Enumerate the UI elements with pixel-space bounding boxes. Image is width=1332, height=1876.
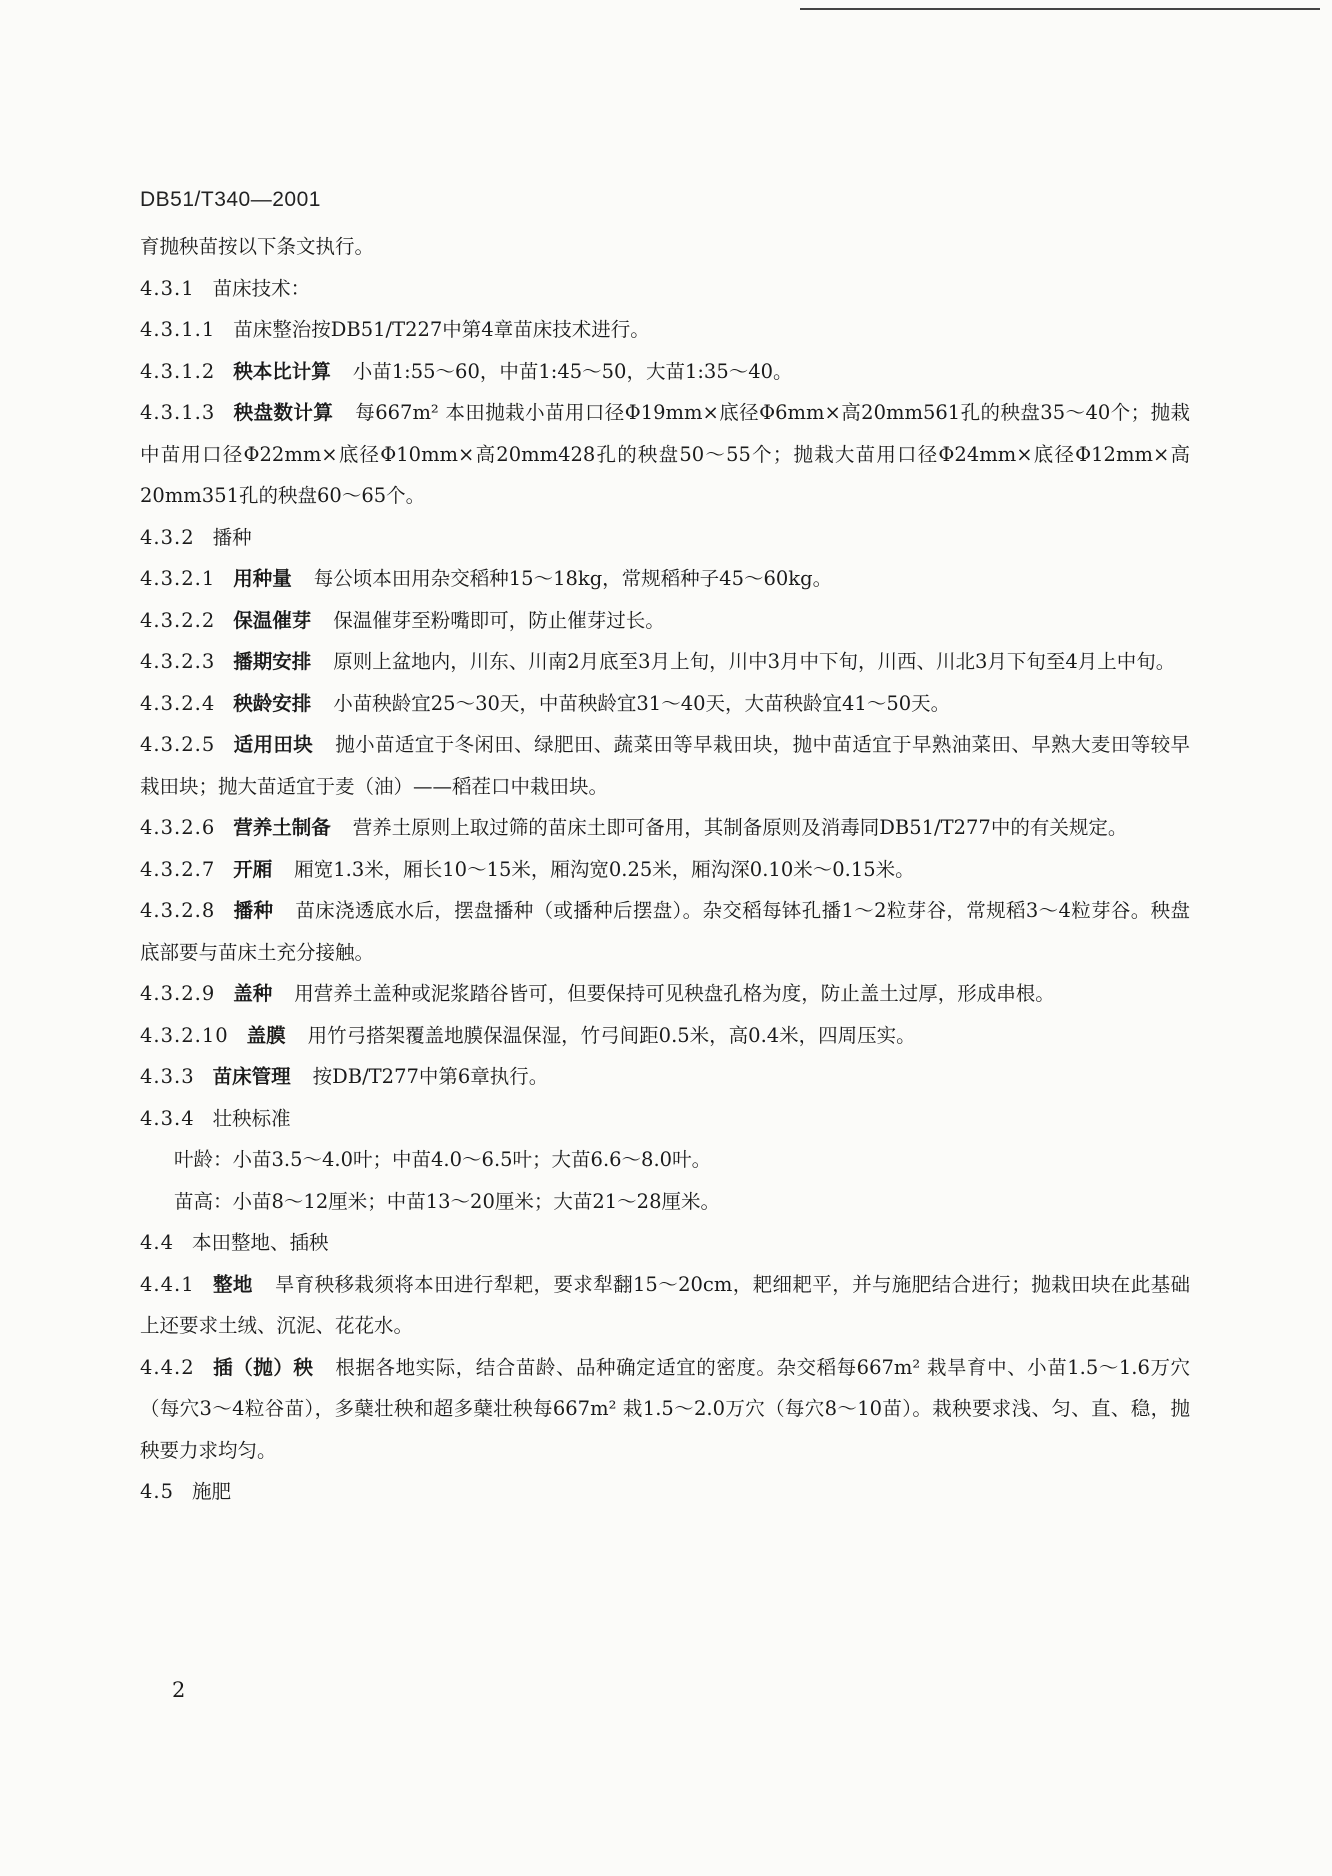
clause-text: 小苗秧龄宜25～30天，中苗秧龄宜31～40天，大苗秧龄宜41～50天。 — [333, 691, 951, 715]
clause-title: 开厢 — [233, 857, 273, 881]
clause-paragraph — [140, 517, 1190, 559]
clause-paragraph — [140, 268, 1190, 310]
clause-text: 抛小苗适宜于冬闲田、绿肥田、蔬菜田等早栽田块，抛中苗适宜于早熟油菜田、早熟大麦田等较早栽田块；抛大苗适宜于麦（油）——稻茬口中栽田块。 — [140, 733, 1190, 798]
clause-number: 4.3.2.2 — [140, 608, 216, 632]
clause-number: 4.3.1 — [140, 276, 195, 300]
clause-paragraph — [140, 1015, 1190, 1057]
clause-number: 4.3.3 — [140, 1065, 195, 1088]
page-number: 2 — [172, 1678, 186, 1702]
clause-text: 本田整地、插秧 — [192, 1231, 329, 1254]
clause-text: 叶龄：小苗3.5～4.0叶；中苗4.0～6.5叶；大苗6.6～8.0叶。 — [174, 1148, 712, 1171]
clause-number: 4.3.2.7 — [140, 857, 216, 881]
clause-text: 苗床整治按DB51/T227中第4章苗床技术进行。 — [233, 318, 650, 341]
clause-text: 每667m² 本田抛栽小苗用口径Φ19mm×底径Φ6mm×高20mm561孔的秧盘35～40个；抛栽中苗用口径Φ22mm×底径Φ10mm×高20mm428孔的秧盘50～55个；抛栽大苗用口径Φ24mm×底径Φ12mm×高20mm351孔的秧盘60～65个。 — [140, 401, 1190, 507]
clause-number: 4.3.2.6 — [140, 816, 216, 839]
clause-paragraph — [140, 600, 1190, 642]
clause-paragraph — [140, 641, 1190, 683]
clause-number: 4.3.1.3 — [140, 401, 216, 424]
clause-text: 小苗1:55～60，中苗1:45～50，大苗1:35～40。 — [352, 359, 793, 383]
clause-title: 整地 — [212, 1272, 253, 1296]
clause-number: 4.4.1 — [140, 1272, 195, 1296]
clause-text: 施肥 — [192, 1480, 232, 1503]
standard-code-header: DB51/T340—2001 — [140, 188, 321, 211]
clause-title: 插（抛）秧 — [212, 1355, 314, 1379]
clause-text: 营养土原则上取过筛的苗床土即可备用，其制备原则及消毒同DB51/T277中的有关规定。 — [352, 816, 1128, 839]
clause-number: 4.3.1.1 — [140, 318, 216, 341]
clause-paragraph — [140, 1222, 1190, 1264]
clause-text: 根据各地实际，结合苗龄、品种确定适宜的密度。杂交稻每667m² 栽旱育中、小苗1.5～1.6万穴（每穴3～4粒谷苗），多蘖壮秧和超多蘖壮秧每667m² 栽1.5～2.0万穴（每穴8～10苗）。栽秧要求浅、匀、直、稳，抛秧要力求均匀。 — [140, 1355, 1190, 1462]
clause-text: 每公顷本田用杂交稻种15～18kg，常规稻种子45～60kg。 — [313, 567, 833, 590]
clause-number: 4.3.2.3 — [140, 650, 216, 673]
clause-text: 用竹弓搭架覆盖地膜保温保湿，竹弓间距0.5米，高0.4米，四周压实。 — [307, 1023, 916, 1047]
clause-number: 4.3.1.2 — [140, 359, 216, 383]
clause-text: 按DB/T277中第6章执行。 — [312, 1065, 549, 1088]
clause-text: 保温催芽至粉嘴即可，防止催芽过长。 — [333, 608, 665, 632]
clause-title: 播种 — [233, 899, 274, 922]
clause-paragraph — [140, 1056, 1190, 1098]
clause-paragraph — [140, 807, 1190, 849]
clause-paragraph — [140, 1264, 1190, 1347]
clause-text: 用营养土盖种或泥浆踏谷皆可，但要保持可见秧盘孔格为度，防止盖土过厚，形成串根。 — [294, 982, 1055, 1005]
clause-paragraph — [140, 1098, 1190, 1140]
clause-paragraph — [140, 309, 1190, 351]
clause-paragraph — [140, 724, 1190, 807]
clause-number: 4.3.2.5 — [140, 733, 216, 756]
clause-text: 苗床技术： — [212, 276, 311, 300]
clause-title: 保温催芽 — [233, 608, 312, 632]
clause-title: 盖膜 — [246, 1023, 286, 1047]
clause-title: 营养土制备 — [233, 816, 331, 839]
clause-paragraph — [140, 392, 1190, 517]
clause-number: 4.5 — [140, 1480, 175, 1503]
clause-text: 苗床浇透底水后，摆盘播种（或播种后摆盘）。杂交稻每钵孔播1～2粒芽谷，常规稻3～4粒芽谷。秧盘底部要与苗床土充分接触。 — [140, 899, 1190, 964]
clause-text: 育抛秧苗按以下条文执行。 — [140, 235, 375, 258]
clause-paragraph — [140, 1181, 1190, 1223]
clause-text: 厢宽1.3米，厢长10～15米，厢沟宽0.25米，厢沟深0.10米～0.15米。 — [294, 857, 915, 881]
clause-title: 用种量 — [233, 567, 292, 590]
clause-paragraph — [140, 890, 1190, 973]
clause-title: 盖种 — [233, 982, 273, 1005]
clause-title: 秧龄安排 — [233, 691, 312, 715]
document-page — [140, 188, 1190, 1513]
clause-text: 旱育秧移栽须将本田进行犁耙，要求犁翻15～20cm，耙细耙平，并与施肥结合进行；抛栽田块在此基础上还要求土绒、沉泥、花花水。 — [140, 1272, 1190, 1337]
clause-paragraph — [140, 1347, 1190, 1472]
clause-paragraph — [140, 849, 1190, 891]
clause-title: 苗床管理 — [212, 1065, 291, 1088]
clause-text: 原则上盆地内，川东、川南2月底至3月上旬，川中3月中下旬，川西、川北3月下旬至4月上中旬。 — [333, 650, 1176, 673]
clause-number: 4.3.2.8 — [140, 899, 216, 922]
clause-text: 壮秧标准 — [212, 1106, 291, 1130]
clause-title: 适用田块 — [233, 733, 314, 756]
clause-number: 4.3.2.10 — [140, 1023, 229, 1047]
clause-number: 4.3.2.9 — [140, 982, 216, 1005]
clause-number: 4.3.2 — [140, 525, 195, 549]
clause-paragraph — [140, 683, 1190, 725]
clause-title: 秧本比计算 — [233, 359, 331, 383]
clause-number: 4.3.2.1 — [140, 567, 216, 590]
clause-title: 播期安排 — [233, 650, 312, 673]
clause-paragraph — [140, 351, 1190, 393]
clause-paragraph — [140, 226, 1190, 268]
document-body — [140, 226, 1190, 1513]
clause-text: 播种 — [212, 525, 252, 549]
clause-text: 苗高：小苗8～12厘米；中苗13～20厘米；大苗21～28厘米。 — [174, 1189, 720, 1213]
clause-number: 4.3.4 — [140, 1106, 195, 1130]
clause-number: 4.4.2 — [140, 1355, 195, 1379]
clause-title: 秧盘数计算 — [233, 401, 334, 424]
clause-number: 4.4 — [140, 1231, 175, 1254]
clause-paragraph — [140, 1471, 1190, 1513]
clause-paragraph — [140, 558, 1190, 600]
top-rule — [800, 8, 1320, 10]
clause-paragraph — [140, 973, 1190, 1015]
clause-number: 4.3.2.4 — [140, 691, 216, 715]
clause-paragraph — [140, 1139, 1190, 1181]
